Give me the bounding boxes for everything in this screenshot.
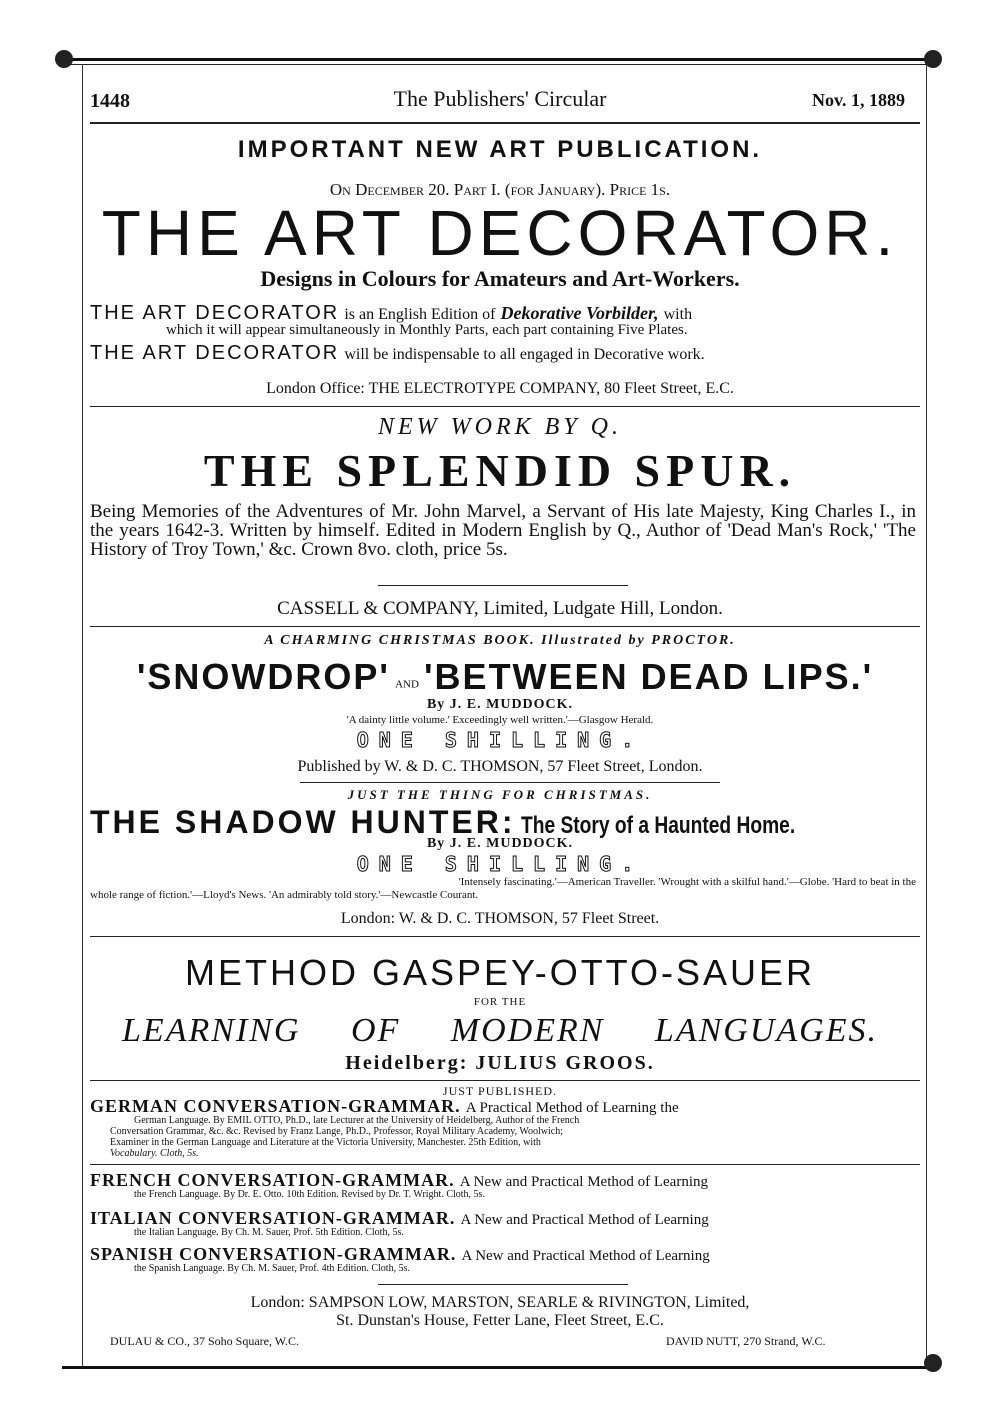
art-line1-tail: with <box>663 306 693 323</box>
art-title: THE ART DECORATOR. <box>101 197 899 269</box>
gaspey-item-name: SPANISH CONVERSATION-GRAMMAR. <box>90 1244 457 1264</box>
gaspey-item-french <box>90 1170 708 1191</box>
gaspey-publisher: Heidelberg: JULIUS GROOS. <box>345 1052 655 1074</box>
snowdrop-title-and: AND <box>395 678 419 691</box>
art-banner: IMPORTANT NEW ART PUBLICATION. <box>237 136 763 163</box>
gaspey-item-detail: Vocabulary. Cloth, 5s. <box>110 1148 199 1159</box>
gaspey-item-detail: the Spanish Language. By Ch. M. Sauer, Prof. 4th Edition. Cloth, 5s. <box>134 1263 410 1274</box>
right-frame-line <box>926 64 927 1366</box>
gaspey-item-lead: A New and Practical Method of Learning <box>461 1248 710 1264</box>
bottom-border <box>62 1366 940 1369</box>
gaspey-nutt: DAVID NUTT, 270 Strand, W.C. <box>666 1334 826 1348</box>
spur-description: Being Memories of the Adventures of Mr. John Marvel, a Servant of His late Majesty, King Charles I., in the years 1642-3. Written by himself. Edited in Modern English by Q., Author of 'Dead Man's Rock,' 'The History of Troy Town,' &c. Crown 8vo. cloth, price 5s. <box>90 501 916 560</box>
section-rule <box>90 936 920 937</box>
snowdrop-title-left: 'SNOWDROP' <box>136 656 390 697</box>
art-release: On December 20. Part I. (for January). Price 1s. <box>329 180 671 199</box>
snowdrop-title-right: 'BETWEEN DEAD LIPS.' <box>424 656 874 697</box>
corner-ornament <box>55 50 73 68</box>
gaspey-title: METHOD GASPEY-OTTO-SAUER <box>184 952 816 993</box>
spur-kicker: NEW WORK BY Q. <box>378 414 622 440</box>
short-rule <box>378 585 628 586</box>
gaspey-item-german <box>90 1096 916 1117</box>
gaspey-subtitle: LEARNING OF MODERN LANGUAGES. <box>122 1012 878 1049</box>
corner-ornament <box>924 1354 942 1372</box>
gaspey-item-lead: A New and Practical Method of Learning <box>459 1174 709 1190</box>
issue-date: Nov. 1, 1889 <box>812 90 906 110</box>
section-rule <box>90 1080 920 1081</box>
art-line2-text: will be indispensable to all engaged in Decorative work. <box>344 346 705 363</box>
spur-title: THE SPLENDID SPUR. <box>203 445 797 496</box>
art-line1-lead: THE ART DECORATOR <box>90 302 340 324</box>
gaspey-item-italian <box>90 1208 709 1229</box>
gaspey-item-spanish <box>90 1244 710 1265</box>
short-rule <box>378 1284 628 1285</box>
gaspey-item-detail: the Italian Language. By Ch. M. Sauer, Prof. 5th Edition. Cloth, 5s. <box>134 1227 404 1238</box>
snowdrop-kicker: A CHARMING CHRISTMAS BOOK. Illustrated by PROCTOR. <box>264 633 736 648</box>
gaspey-item-detail: German Language. By EMIL OTTO, Ph.D., late Lecturer at the University of Heidelberg, Author of the French <box>134 1115 580 1126</box>
gaspey-for-the: FOR THE <box>473 996 527 1008</box>
running-title: The Publishers' Circular <box>393 86 607 111</box>
art-line2 <box>90 342 705 365</box>
short-rule <box>300 782 720 783</box>
gaspey-item-detail: Examiner in the German Language and Literature at the Victoria University, Manchester. 25th Edition, with <box>110 1137 541 1148</box>
art-subtitle: Designs in Colours for Amateurs and Art-Workers. <box>260 266 740 291</box>
gaspey-item-lead: A Practical Method of Learning the <box>465 1100 679 1116</box>
art-office: London Office: THE ELECTROTYPE COMPANY, 80 Fleet Street, E.C. <box>266 380 734 397</box>
shadow-publisher: London: W. & D. C. THOMSON, 57 Fleet Street. <box>340 910 660 927</box>
art-line1-italic: Dekorative Vorbilder, <box>500 303 659 323</box>
art-line1-cont: which it will appear simultaneously in Monthly Parts, each part containing Five Plates. <box>166 322 688 338</box>
gaspey-item-detail: the French Language. By Dr. E. Otto. 10th Edition. Revised by Dr. T. Wright. Cloth, 5s. <box>134 1189 485 1200</box>
shadow-title: THE SHADOW HUNTER: <box>90 804 516 840</box>
gaspey-item-name: ITALIAN CONVERSATION-GRAMMAR. <box>90 1208 456 1228</box>
snowdrop-publisher: Published by W. & D. C. THOMSON, 57 Fleet Street, London. <box>297 758 703 775</box>
gaspey-item-detail: Conversation Grammar, &c. &c. Revised by Franz Lange, Ph.D., Professor, Royal Military Academy, Woolwich; <box>110 1126 564 1137</box>
snowdrop-price: ONE SHILLING. <box>356 728 644 752</box>
snowdrop-review: 'A dainty little volume.' Exceedingly well written.'—Glasgow Herald. <box>346 714 654 726</box>
header-rule <box>90 122 920 124</box>
top-border-inner <box>62 64 940 65</box>
gaspey-just-published: JUST PUBLISHED. <box>442 1084 558 1098</box>
gaspey-london-2: St. Dunstan's House, Fetter Lane, Fleet Street, E.C. <box>336 1312 664 1329</box>
gaspey-item-name: GERMAN CONVERSATION-GRAMMAR. <box>90 1096 461 1116</box>
art-line1-text: is an English Edition of <box>344 306 496 323</box>
item-rule <box>90 1164 920 1165</box>
gaspey-item-lead: A New and Practical Method of Learning <box>460 1212 709 1228</box>
shadow-price: ONE SHILLING. <box>356 852 644 876</box>
snowdrop-author: By J. E. MUDDOCK. <box>426 697 574 712</box>
gaspey-london: London: SAMPSON LOW, MARSTON, SEARLE & RIVINGTON, Limited, <box>250 1294 750 1311</box>
gaspey-dulau: DULAU & CO., 37 Soho Square, W.C. <box>110 1334 300 1348</box>
shadow-author: By J. E. MUDDOCK. <box>426 836 574 851</box>
spur-publisher: CASSELL & COMPANY, Limited, Ludgate Hill, London. <box>277 598 723 619</box>
section-rule <box>90 406 920 407</box>
page-number: 1448 <box>90 90 130 112</box>
shadow-kicker: JUST THE THING FOR CHRISTMAS. <box>347 787 653 802</box>
gaspey-item-name: FRENCH CONVERSATION-GRAMMAR. <box>90 1170 455 1190</box>
snowdrop-title <box>90 656 920 698</box>
section-rule <box>90 626 920 627</box>
top-border <box>62 58 940 61</box>
shadow-reviews-1: 'Intensely fascinating.'—American Traveller. 'Wrought with a skilful hand.'—Globe. 'Hard to beat in the <box>458 876 916 888</box>
corner-ornament <box>924 50 942 68</box>
art-line2-lead: THE ART DECORATOR <box>90 342 340 364</box>
shadow-subtitle: The Story of a Haunted Home. <box>520 812 795 839</box>
shadow-reviews-2: whole range of fiction.'—Lloyd's News. 'An admirably told story.'—Newcastle Courant. <box>90 889 479 901</box>
